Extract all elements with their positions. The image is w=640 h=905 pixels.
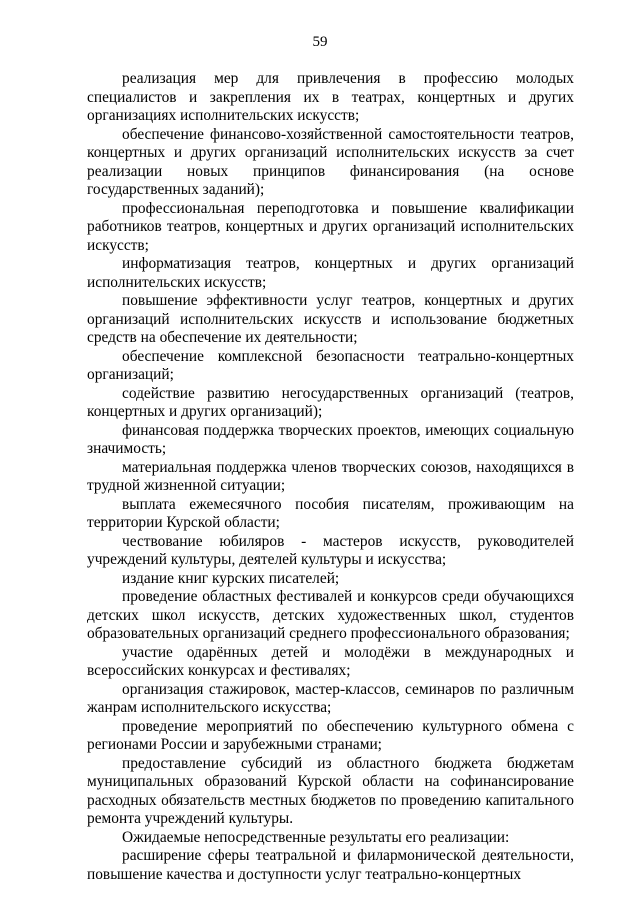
paragraph: повышение эффективности услуг театров, концертных и других организаций исполнительских искусств и использование бюджетных средств на обеспечение их деятельности; (87, 292, 574, 346)
paragraph: чествование юбиляров - мастеров искусств, руководителей учреждений культуры, деятелей культуры и искусства; (87, 532, 574, 568)
paragraph: издание книг курских писателей; (122, 569, 340, 587)
paragraph: материальная поддержка членов творческих союзов, находящихся в трудной жизненной ситуации; (87, 458, 574, 494)
paragraph: финансовая поддержка творческих проектов, имеющих социальную значимость; (87, 421, 574, 457)
paragraph: выплата ежемесячного пособия писателям, проживающим на территории Курской области; (87, 495, 574, 531)
paragraph: информатизация театров, концертных и других организаций исполнительских искусств; (87, 255, 574, 291)
paragraph: проведение областных фестивалей и конкурсов среди обучающихся детских школ искусств, детских художественных школ, студентов образовательных организаций среднего профессионального образования; (87, 588, 574, 642)
page-number: 59 (312, 34, 328, 50)
paragraph: организация стажировок, мастер-классов, семинаров по различным жанрам исполнительского искусства; (87, 680, 574, 716)
paragraph: участие одарённых детей и молодёжи в международных и всероссийских конкурсах и фестивалях; (87, 643, 574, 679)
paragraph: предоставление субсидий из областного бюджета бюджетам муниципальных образований Курской области на софинансирование расходных обязательств местных бюджетов по проведению капитального ремонта учреждений культуры. (87, 754, 574, 827)
paragraph: обеспечение финансово-хозяйственной самостоятельности театров, концертных и других организаций исполнительских искусств за счет реализации новых принципов финансирования (на основе государственных заданий); (87, 125, 574, 198)
paragraph: профессиональная переподготовка и повышение квалификации работников театров, концертных и других организаций исполнительских искусств; (87, 199, 574, 254)
paragraph: Ожидаемые непосредственные результаты его реализации: (122, 828, 510, 846)
document-body (87, 70, 574, 884)
paragraph: содействие развитию негосударственных организаций (театров, концертных и других организаций); (87, 384, 574, 420)
paragraph: проведение мероприятий по обеспечению культурного обмена с регионами России и зарубежными странами; (87, 717, 574, 753)
paragraph: обеспечение комплексной безопасности театрально-концертных организаций; (87, 347, 574, 383)
paragraph: расширение сферы театральной и филармонической деятельности, повышение качества и доступности услуг театрально-концертных (87, 847, 574, 883)
paragraph: реализация мер для привлечения в профессию молодых специалистов и закрепления их в театрах, концертных и других организациях исполнительских искусств; (87, 70, 574, 124)
